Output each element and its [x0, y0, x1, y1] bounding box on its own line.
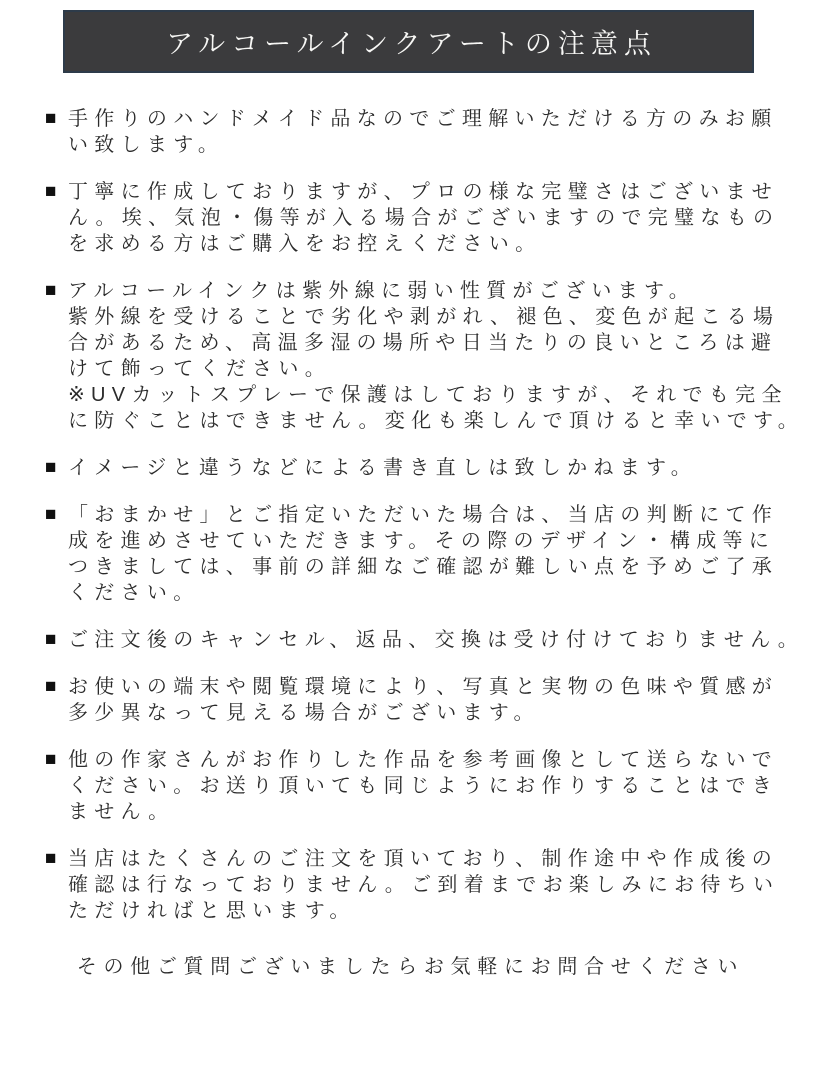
notice-item	[45, 106, 795, 158]
notice-item-text	[68, 455, 795, 481]
notice-line: 成を進めさせていただきます。その際のデザイン・構成等に	[68, 530, 776, 552]
bullet-square-icon: ■	[45, 629, 57, 650]
notice-item-text	[68, 502, 795, 606]
bullet-square-icon: ■	[45, 504, 57, 525]
bullet-square-icon: ■	[45, 848, 57, 869]
notice-line: アルコールインクは紫外線に弱い性質がございます。	[68, 280, 695, 302]
notice-line: 手作りのハンドメイド品なのでご理解いただける方のみお願	[68, 108, 778, 130]
notice-item-text	[68, 747, 795, 825]
header-banner	[63, 10, 754, 73]
notice-item	[45, 846, 795, 924]
notice-line: を求める方はご購入をお控えください。	[68, 233, 542, 255]
notice-line: 当店はたくさんのご注文を頂いており、制作途中や作成後の	[68, 848, 779, 870]
notice-list	[45, 106, 804, 924]
notice-line: に防ぐことはできません。変化も楽しんで頂けると幸いです。	[68, 410, 804, 432]
notice-item	[45, 747, 795, 825]
notice-item-text	[68, 674, 795, 726]
notice-item-text	[68, 106, 795, 158]
notice-line: 丁寧に作成しておりますが、プロの様な完璧さはございませ	[68, 181, 779, 203]
notice-line: 合があるため、高温多湿の場所や日当たりの良いところは避	[68, 332, 778, 354]
notice-item	[45, 674, 795, 726]
notice-item	[45, 502, 795, 606]
notice-line: ません。	[68, 801, 175, 823]
notice-line: 確認は行なっておりません。ご到着までお楽しみにお待ちい	[68, 874, 780, 896]
notice-line: ん。埃、気泡・傷等が入る場合がございますので完璧なもの	[68, 207, 780, 229]
notice-line: つきましては、事前の詳細なご確認が難しい点を予めご了承	[68, 556, 779, 578]
bullet-square-icon: ■	[45, 457, 57, 478]
notice-line: イメージと違うなどによる書き直しは致しかねます。	[68, 457, 697, 479]
page-title: アルコールインクアートの注意点	[166, 29, 657, 59]
notice-line: お使いの端末や閲覧環境により、写真と実物の色味や質感が	[68, 676, 779, 698]
notice-item	[45, 455, 795, 481]
notice-item	[45, 278, 804, 434]
bullet-square-icon: ■	[45, 108, 57, 129]
notice-line: 多少異なって見える場合がございます。	[68, 702, 540, 724]
notice-line: 紫外線を受けることで劣化や剥がれ、褪色、変色が起こる場	[68, 306, 780, 328]
bullet-square-icon: ■	[45, 676, 57, 697]
notice-line: ご注文後のキャンセル、返品、交換は受け付けておりません。	[68, 629, 804, 651]
notice-line: けて飾ってください。	[68, 358, 331, 380]
notice-item-text	[68, 627, 804, 653]
bullet-square-icon: ■	[45, 749, 57, 770]
notice-line: 他の作家さんがお作りした作品を参考画像として送らないで	[68, 749, 779, 771]
notice-line: ただければと思います。	[68, 900, 356, 922]
bullet-square-icon: ■	[45, 181, 57, 202]
notice-line: ※UVカットスプレーで保護はしておりますが、それでも完全	[68, 384, 788, 406]
notice-item	[45, 179, 795, 257]
notice-line: ください。	[68, 582, 200, 604]
notice-line: 「おまかせ」とご指定いただいた場合は、当店の判断にて作	[68, 504, 779, 526]
notice-line: い致します。	[68, 134, 225, 156]
notice-line: ください。お送り頂いても同じようにお作りすることはでき	[68, 775, 779, 797]
notice-item-text	[68, 179, 795, 257]
notice-item	[45, 627, 804, 653]
notice-item-text	[68, 278, 804, 434]
notice-item-text	[68, 846, 795, 924]
footer-note: その他ご質問ございましたらお気軽にお問合せください	[76, 956, 745, 978]
bullet-square-icon: ■	[45, 280, 57, 301]
